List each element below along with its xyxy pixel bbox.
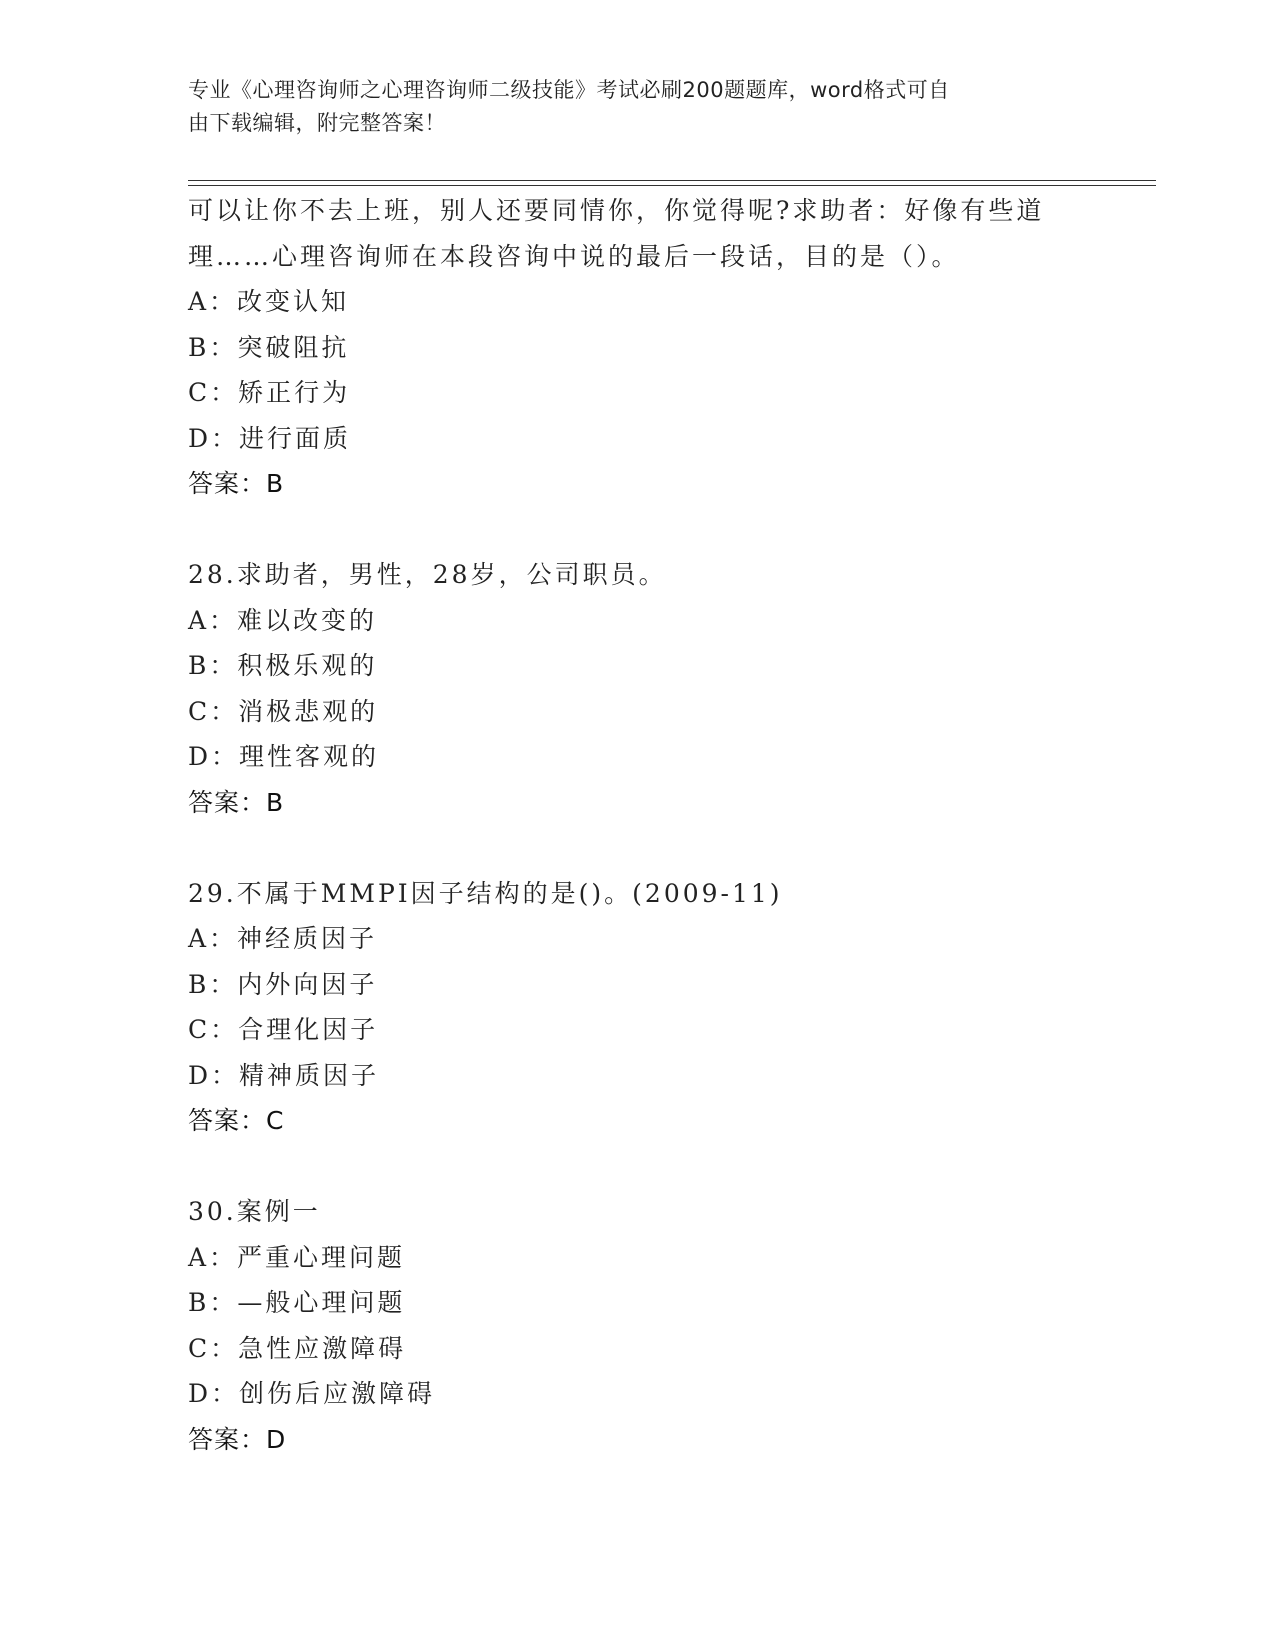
header-line-2: 由下载编辑，附完整答案！ bbox=[188, 111, 446, 135]
option-c: C：矫正行为 bbox=[188, 378, 351, 407]
option-b: B：—般心理问题 bbox=[188, 1288, 406, 1317]
option-d: D：创伤后应激障碍 bbox=[188, 1379, 436, 1408]
question-30 bbox=[188, 1189, 1088, 1462]
question-stem-continued: 理……心理咨询师在本段咨询中说的最后一段话，目的是（）。 bbox=[188, 241, 960, 271]
header-divider-bottom bbox=[188, 185, 1156, 186]
option-a: A：难以改变的 bbox=[188, 605, 378, 635]
option-a: A：严重心理问题 bbox=[188, 1242, 406, 1272]
question-27 bbox=[188, 188, 1088, 507]
header-divider-top bbox=[188, 180, 1156, 181]
option-d: D：进行面质 bbox=[188, 423, 352, 453]
question-stem: 可以让你不去上班，别人还要同情你，你觉得呢?求助者：好像有些道 bbox=[188, 196, 1045, 225]
question-stem: 29.不属于MMPI因子结构的是()。(2009-11) bbox=[188, 878, 783, 908]
answer-line: 答案：D bbox=[188, 1424, 287, 1454]
option-b: B：突破阻抗 bbox=[188, 332, 350, 362]
question-29 bbox=[188, 871, 1088, 1144]
spacer bbox=[188, 1144, 1088, 1190]
option-b: B：内外向因子 bbox=[188, 969, 378, 999]
option-b: B：积极乐观的 bbox=[188, 651, 378, 680]
answer-line: 答案：C bbox=[188, 1106, 285, 1135]
option-a: A：神经质因子 bbox=[188, 924, 378, 953]
question-stem: 28.求助者，男性，28岁，公司职员。 bbox=[188, 560, 667, 589]
option-c: C：合理化因子 bbox=[188, 1015, 379, 1044]
question-list bbox=[188, 188, 1088, 1462]
document-header bbox=[188, 74, 1068, 140]
answer-line: 答案：B bbox=[188, 787, 285, 817]
option-d: D：精神质因子 bbox=[188, 1060, 380, 1090]
option-a: A：改变认知 bbox=[188, 287, 350, 316]
header-line-1: 专业《心理咨询师之心理咨询师二级技能》考试必刷200题题库，word格式可自 bbox=[188, 78, 950, 102]
question-28 bbox=[188, 552, 1088, 825]
spacer bbox=[188, 507, 1088, 553]
option-d: D：理性客观的 bbox=[188, 742, 380, 771]
question-stem: 30.案例一 bbox=[188, 1197, 321, 1226]
option-c: C：急性应激障碍 bbox=[188, 1333, 407, 1363]
option-c: C：消极悲观的 bbox=[188, 696, 379, 726]
answer-line: 答案：B bbox=[188, 469, 285, 498]
spacer bbox=[188, 825, 1088, 871]
